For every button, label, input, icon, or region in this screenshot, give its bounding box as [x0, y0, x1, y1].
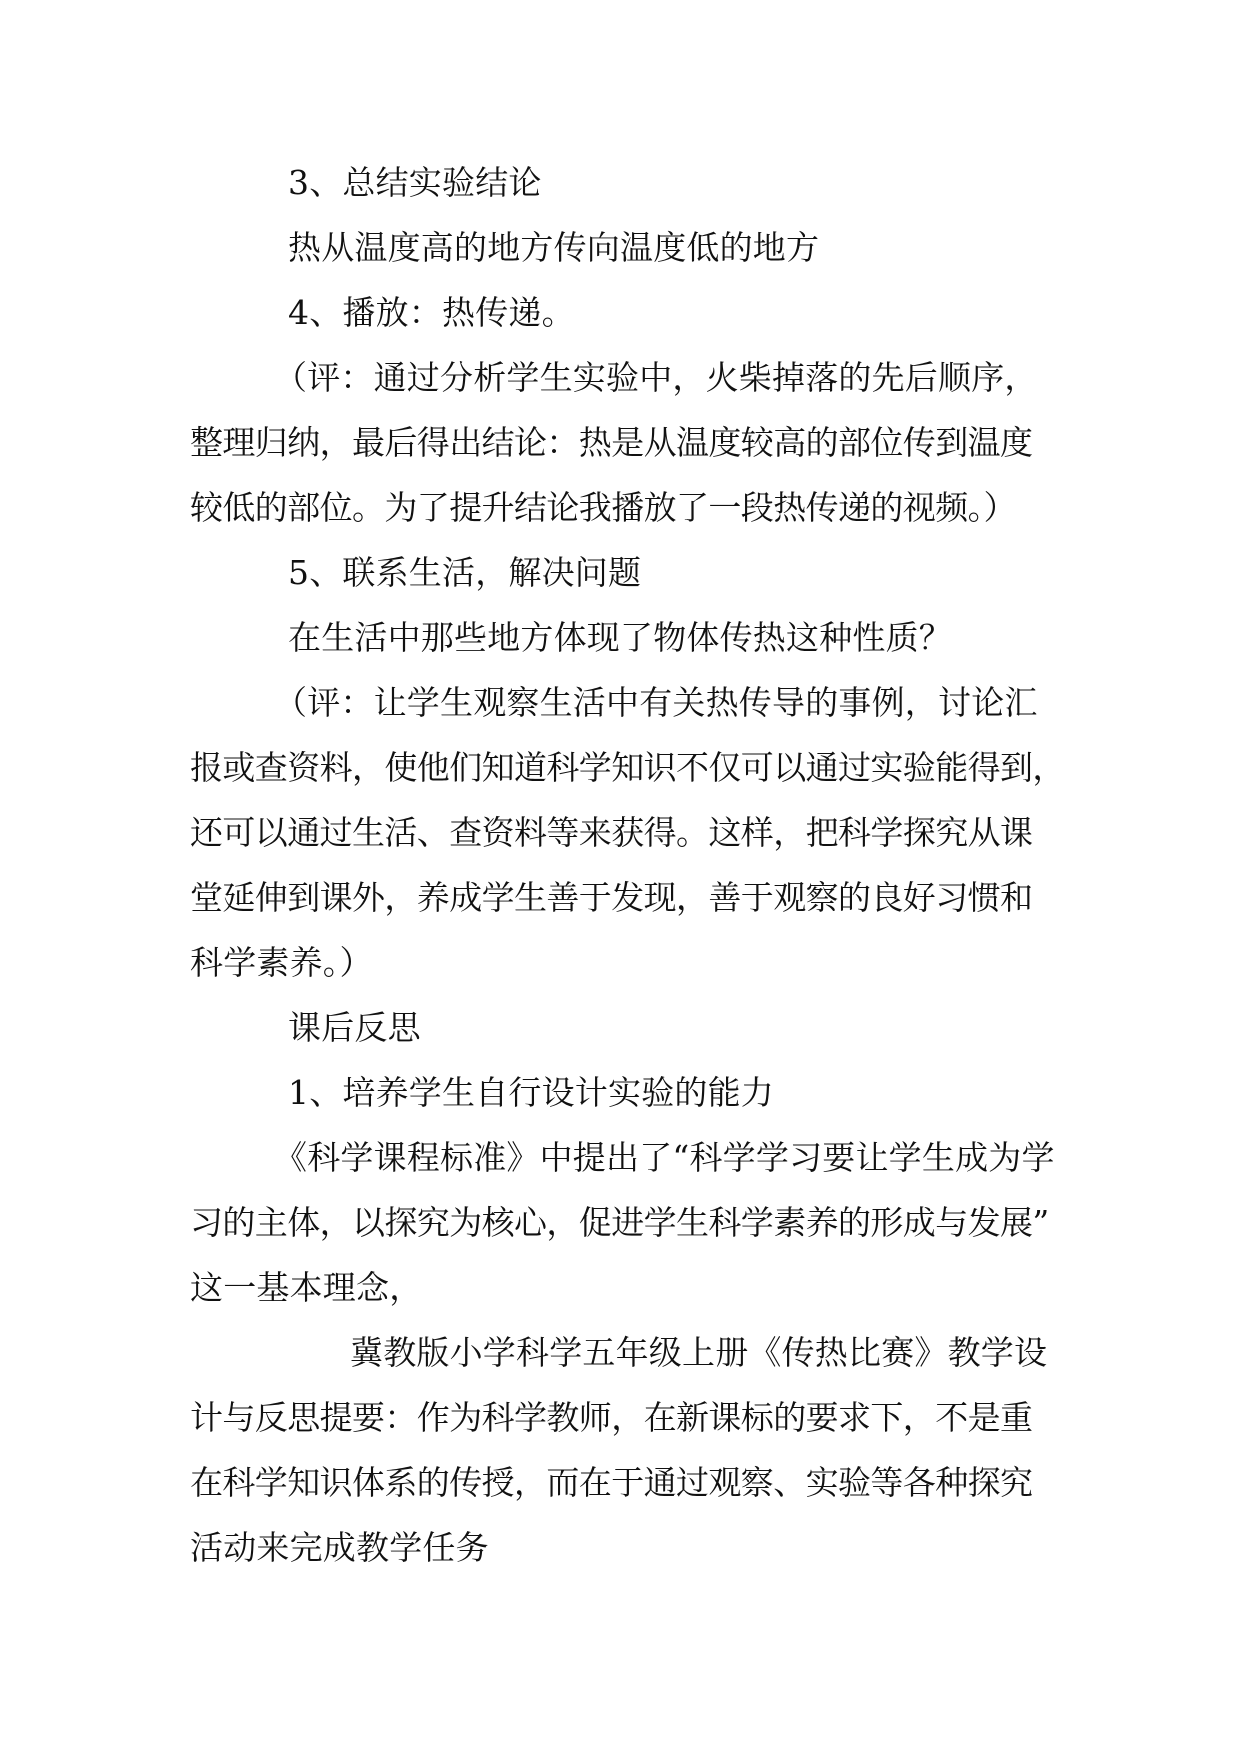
paragraph-line: 这一基本理念， — [190, 1268, 423, 1307]
comment-paragraph-line: 整理归纳，最后得出结论：热是从温度较高的部位传到温度 — [190, 423, 1033, 462]
comment-paragraph-line: 报或查资料，使他们知道科学知识不仅可以通过实验能得到， — [190, 748, 1065, 787]
comment-paragraph-line: （评：通过分析学生实验中，火柴掉落的先后顺序， — [274, 358, 1038, 397]
section-heading-summary: 3、总结实验结论 — [288, 163, 542, 202]
section-heading-real-life: 5、联系生活，解决问题 — [288, 553, 642, 592]
paragraph-line: 在生活中那些地方体现了物体传热这种性质？ — [288, 618, 952, 657]
summary-paragraph-line: 活动来完成教学任务 — [190, 1528, 489, 1567]
summary-paragraph-line: 计与反思提要：作为科学教师，在新课标的要求下，不是重 — [190, 1398, 1033, 1437]
paragraph-line: 习的主体，以探究为核心，促进学生科学素养的形成与发展” — [190, 1203, 1049, 1242]
comment-paragraph-line: 较低的部位。为了提升结论我播放了一段热传递的视频。） — [190, 488, 1016, 527]
section-heading-design-ability: 1、培养学生自行设计实验的能力 — [288, 1073, 774, 1112]
comment-paragraph-line: 科学素养。） — [190, 943, 373, 982]
section-heading-reflection: 课后反思 — [288, 1008, 421, 1047]
summary-paragraph-line: 在科学知识体系的传授，而在于通过观察、实验等各种探究 — [190, 1463, 1033, 1502]
section-heading-playback: 4、播放：热传递。 — [288, 293, 575, 332]
summary-paragraph-line: 冀教版小学科学五年级上册《传热比赛》教学设 — [350, 1333, 1048, 1372]
comment-paragraph-line: 还可以通过生活、查资料等来获得。这样，把科学探究从课 — [190, 813, 1033, 852]
comment-paragraph-line: 堂延伸到课外，养成学生善于发现，善于观察的良好习惯和 — [190, 878, 1033, 917]
paragraph-line: 热从温度高的地方传向温度低的地方 — [288, 228, 820, 267]
document-body — [190, 150, 1065, 1580]
paragraph-line: 《科学课程标准》中提出了“科学学习要让学生成为学 — [274, 1138, 1055, 1177]
comment-paragraph-line: （评：让学生观察生活中有关热传导的事例，讨论汇 — [274, 683, 1038, 722]
